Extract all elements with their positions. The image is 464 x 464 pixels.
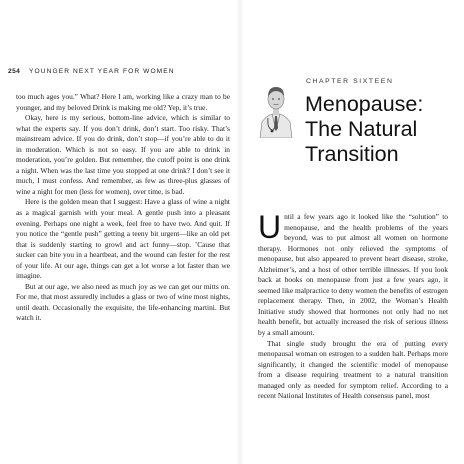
page-gutter: [236, 0, 244, 464]
right-paragraph-2: That single study brought the era of putting every menopausal woman on estrogen to a sudden halt. Perhaps more significantly, it changed the scientific model of menopause from a disease requiring treatment to a natural transition managed only as needed for symptom relief. According to a recent National Institutes of Health consensus panel, most: [258, 338, 448, 401]
chapter-title-line-1: Menopause:: [305, 92, 424, 116]
running-head-title: YOUNGER NEXT YEAR FOR WOMEN: [29, 68, 175, 75]
left-paragraph-4: But at our age, we also need as much joy as we can get our mitts on. For me, that most assuredly includes a glass or two of wine most nights, until death. Occasionally the exquisite, the life-enhancing martini. But watch it.: [16, 281, 230, 323]
drop-cap: U: [258, 209, 282, 245]
right-page-body: [258, 209, 448, 402]
right-paragraph-1-text: ntil a few years ago it looked like the “solution” to menopause, and the health problems of the years beyond, was to put almost all women on hormone therapy. Hormones not only relieved the symptoms of menopause, but also appeared to prevent heart disease, stroke, Alzheimer’s, and a host of other terrible illnesses. If you look back at books on menopause from just a few years ago, it seemed like malpractice to deny women the benefits of estrogen replacement therapy. Then, in 2002, the Woman’s Health Initiative study showed that hormones not only had no net health benefit, but actually increased the risk of serious illness by a small amount.: [258, 212, 448, 338]
right-paragraph-1: [258, 209, 448, 339]
left-paragraph-3: Here is the golden mean that I suggest: Have a glass of wine a night as a magical garnish with your meal. A gentle push into a pleasant evening. Perhaps one night a week, feel free to have two. And quit. If you notice the “gentle push” getting a teeny bit urgent—like an old pet that is suddenly starting to growl and act funny—stop. ’Cause that sucker can bite you in a heartbeat, and the wound can fester for the rest of your life. At our age, things can get a lot worse a lot faster than we imagine.: [16, 197, 230, 281]
chapter-title: [305, 92, 455, 167]
chapter-title-line-2: The Natural: [305, 117, 418, 141]
running-head: [8, 68, 228, 75]
chapter-title-line-3: Transition: [305, 142, 399, 166]
author-portrait-image: [258, 78, 294, 138]
left-paragraph-1: too much ages you.” What? Here I am, working like a crazy man to be younger, and my beloved Drink is making me old? Yep, it’s true.: [16, 92, 230, 112]
left-paragraph-2: Okay, here is my serious, bottom-line advice, which is similar to what the experts say. If you don’t drink, don’t start. Too risky. That’s mainstream advice. If you do drink, don’t stop—if you’re able to do it in moderation. Which is not so easy. If you are able to drink in moderation, you’re golden. But remember, the cutoff point is one drink a night. When was the last time you stopped at one drink? I don’t see it much, I must confess. And remember, as few as three-plus glasses of wine a night for men (less for women), over time, is bad.: [16, 113, 230, 196]
left-page-body: [16, 92, 230, 324]
page-number: 254: [8, 68, 21, 75]
chapter-label: CHAPTER SIXTEEN: [306, 78, 394, 85]
